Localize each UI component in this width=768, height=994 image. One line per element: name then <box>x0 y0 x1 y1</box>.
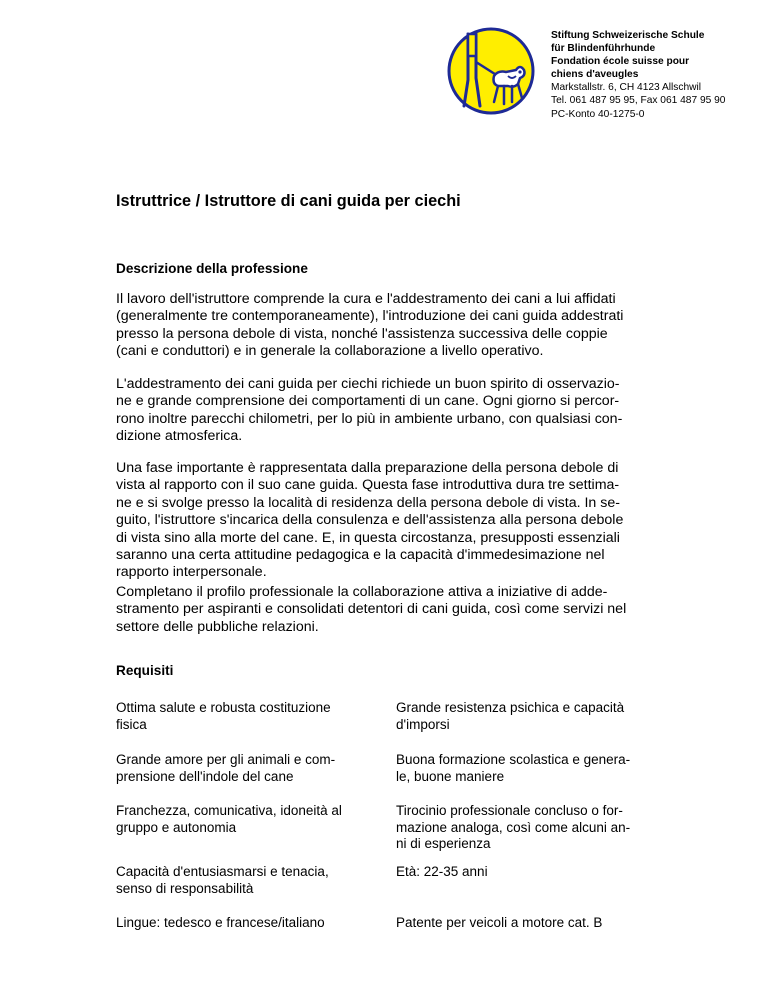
text-line: Lingue: tedesco e francese/italiano <box>116 915 325 930</box>
text-line: ni di esperienza <box>396 836 491 851</box>
text-line: di vista sino alla morte del cane. E, in questa circostanza, presupposti essenziali <box>116 529 620 546</box>
text-line: Il lavoro dell'istruttore comprende la cura e l'addestramento dei cani a lui affidati <box>116 291 616 307</box>
text-line: presso la persona debole di vista, nonché l'assistenza successiva delle coppie <box>116 325 608 342</box>
text-line: ne e si svolge presso la località di residenza della persona debole di vista. In se- <box>116 494 620 511</box>
requirement-right-1 <box>396 700 624 733</box>
text-line: Buona formazione scolastica e genera- <box>396 752 631 767</box>
text-line: Tirocinio professionale concluso o for- <box>396 803 623 818</box>
requirement-left-1 <box>116 700 331 733</box>
text-line: Età: 22-35 anni <box>396 864 488 879</box>
text-line: le, buone maniere <box>396 768 505 784</box>
text-line: senso di responsabilità <box>116 880 254 896</box>
requirement-left-4 <box>116 864 329 897</box>
text-line: L'addestramento dei cani guida per ciechi richiede un buon spirito di osservazio- <box>116 376 620 392</box>
org-name-fr-1: Fondation école suisse pour <box>551 56 690 68</box>
text-line: (cani e conduttori) e in generale la collaborazione a livello operativo. <box>116 343 544 360</box>
description-paragraph-1 <box>116 291 676 361</box>
requirement-right-4 <box>396 864 488 881</box>
requirement-left-3 <box>116 803 342 836</box>
text-line: vista al rapporto con il suo cane guida. Questa fase introduttiva dura tre settima- <box>116 477 620 494</box>
text-line: gruppo e autonomia <box>116 819 237 835</box>
text-line: Grande amore per gli animali e com- <box>116 752 336 767</box>
text-line: dizione atmosferica. <box>116 428 243 445</box>
text-line: Grande resistenza psichica e capacità <box>396 700 625 715</box>
text-line: Capacità d'entusiasmarsi e tenacia, <box>116 864 329 879</box>
text-line: Completano il profilo professionale la collaborazione attiva a iniziative di adde- <box>116 584 608 600</box>
requirement-left-5 <box>116 915 325 932</box>
text-line: (generalmente tre contemporaneamente), l'introduzione dei cani guida addestrati <box>116 308 624 325</box>
text-line: rapporto interpersonale. <box>116 564 267 581</box>
text-line: guito, l'istruttore s'incarica della consulenza e dell'assistenza alla persona debole <box>116 512 624 529</box>
org-name-fr-2: chiens d'aveugles <box>551 69 639 81</box>
org-name-de-2: für Blindenführhunde <box>551 43 656 55</box>
org-phone-fax: Tel. 061 487 95 95, Fax 061 487 95 90 <box>551 95 726 107</box>
text-line: Franchezza, comunicativa, idoneità al <box>116 803 342 818</box>
description-paragraph-3 <box>116 460 676 582</box>
text-line: Ottima salute e robusta costituzione <box>116 700 331 715</box>
description-heading: Descrizione della professione <box>116 261 308 276</box>
organization-address <box>551 29 725 121</box>
org-postal-account: PC-Konto 40-1275-0 <box>551 108 645 120</box>
document-title: Istruttrice / Istruttore di cani guida per ciechi <box>116 192 461 210</box>
text-line: stramento per aspiranti e consolidati detentori di cani guida, così come servizi nel <box>116 601 627 618</box>
description-paragraph-4 <box>116 584 676 636</box>
text-line: settore delle pubbliche relazioni. <box>116 618 319 635</box>
text-line: ne e grande comprensione dei comportamenti di un cane. Ogni giorno si percor- <box>116 393 620 410</box>
text-line: fisica <box>116 716 147 732</box>
description-paragraph-2 <box>116 376 676 446</box>
requirement-right-3 <box>396 803 630 853</box>
guide-dog-logo-icon <box>446 26 536 116</box>
text-line: Una fase importante è rappresentata dalla preparazione della persona debole di <box>116 460 619 476</box>
text-line: rono inoltre parecchi chilometri, per lo più in ambiente urbano, con qualsiasi con- <box>116 410 623 427</box>
org-name-de-1: Stiftung Schweizerische Schule <box>551 30 705 41</box>
requirement-right-2 <box>396 752 630 785</box>
requirement-right-5 <box>396 915 602 932</box>
text-line: Patente per veicoli a motore cat. B <box>396 915 603 930</box>
requirement-left-2 <box>116 752 335 785</box>
text-line: saranno una certa attitudine pedagogica e la capacità d'immedesimazione nel <box>116 547 605 564</box>
org-address: Markstallstr. 6, CH 4123 Allschwil <box>551 82 702 94</box>
text-line: d'imporsi <box>396 716 450 732</box>
text-line: mazione analoga, così come alcuni an- <box>396 819 631 835</box>
text-line: prensione dell'indole del cane <box>116 768 294 784</box>
requirements-heading: Requisiti <box>116 663 174 678</box>
